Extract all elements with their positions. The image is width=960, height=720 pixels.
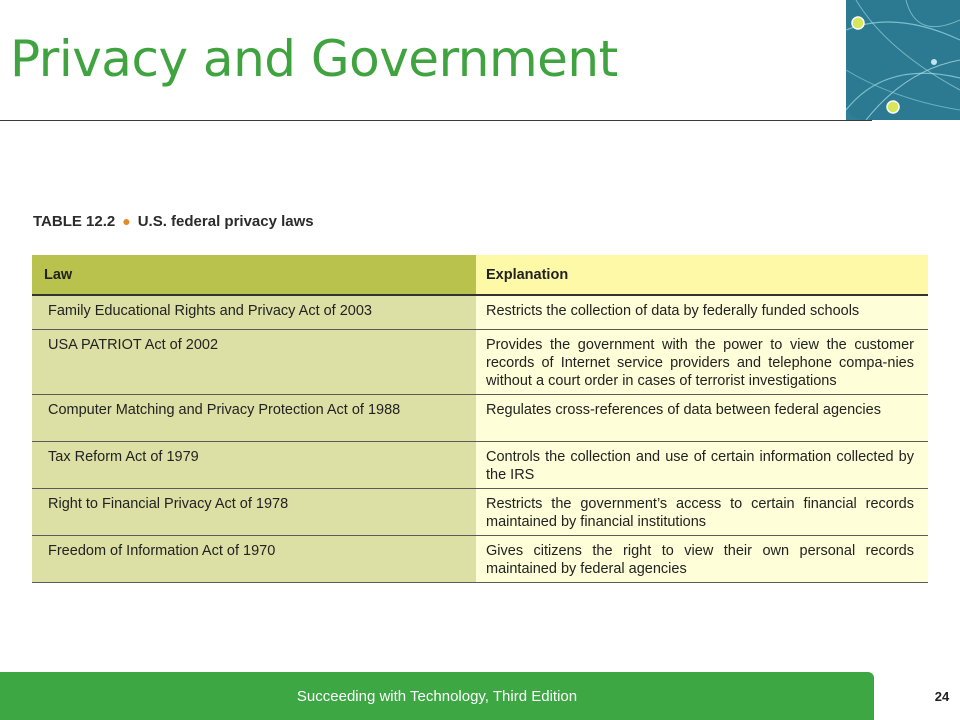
table-row <box>32 295 928 330</box>
explanation-cell: Provides the government with the power to view the customer records of Internet service providers and telephone compa-nies without a court order in cases of terrorist investigations <box>476 330 928 395</box>
table-header-row <box>32 255 928 295</box>
privacy-laws-table <box>32 255 928 583</box>
explanation-cell: Restricts the government’s access to certain financial records maintained by financial institutions <box>476 489 928 536</box>
header-explanation: Explanation <box>476 255 928 295</box>
table-row <box>32 536 928 583</box>
table-row <box>32 442 928 489</box>
explanation-cell: Restricts the collection of data by federally funded schools <box>476 295 928 330</box>
bullet-dot-icon: ● <box>122 213 131 229</box>
explanation-cell: Gives citizens the right to view their own personal records maintained by federal agencies <box>476 536 928 583</box>
table-row <box>32 395 928 442</box>
law-cell: Right to Financial Privacy Act of 1978 <box>32 489 476 536</box>
law-cell: Freedom of Information Act of 1970 <box>32 536 476 583</box>
table-title: U.S. federal privacy laws <box>137 213 314 230</box>
law-cell: Computer Matching and Privacy Protection Act of 1988 <box>32 395 476 442</box>
law-cell: USA PATRIOT Act of 2002 <box>32 330 476 395</box>
footer-text: Succeeding with Technology, Third Edition <box>296 688 578 705</box>
table-row <box>32 330 928 395</box>
explanation-cell: Regulates cross-references of data between federal agencies <box>476 395 928 442</box>
page-number: 24 <box>934 689 950 704</box>
table-number: TABLE 12.2 <box>33 213 116 230</box>
header-law: Law <box>32 255 476 295</box>
explanation-cell: Controls the collection and use of certain information collected by the IRS <box>476 442 928 489</box>
slide-title: Privacy and Government <box>10 30 618 88</box>
table-row <box>32 489 928 536</box>
law-cell: Tax Reform Act of 1979 <box>32 442 476 489</box>
table-caption <box>33 213 314 230</box>
title-divider <box>0 120 872 121</box>
law-cell: Family Educational Rights and Privacy Act of 2003 <box>32 295 476 330</box>
network-graphic-icon <box>846 0 960 120</box>
